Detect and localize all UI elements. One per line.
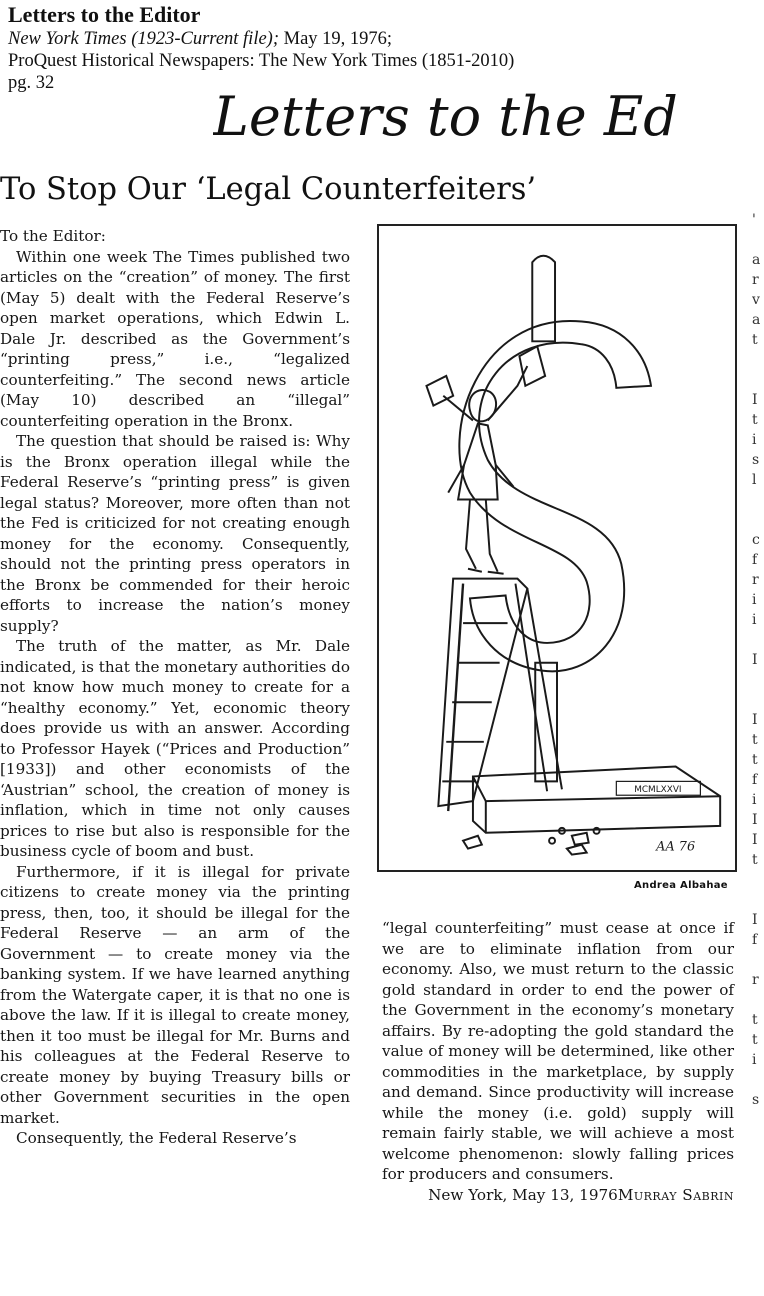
letter-column-right bbox=[382, 918, 734, 1205]
edge-letter: i bbox=[752, 612, 757, 628]
edge-letter: i bbox=[752, 592, 757, 608]
edge-letter: i bbox=[752, 792, 757, 808]
edge-letter bbox=[752, 350, 764, 370]
edge-letter bbox=[752, 690, 764, 710]
edge-letter: I bbox=[752, 812, 758, 828]
letter-paragraph: The question that should be raised is: Why is the Bronx operation illegal while the Federal Reserve’s “printing press” is given legal status? Moreover, more often than not the Fed is criticized for not creating enough money for the economy. Consequently, should not the printing press operators in the Bronx be commended for their heroic efforts to increase the nation’s money supply? bbox=[0, 432, 350, 635]
edge-letter bbox=[752, 1170, 764, 1190]
cartoon-drawing bbox=[379, 226, 735, 870]
edge-letter bbox=[752, 370, 764, 390]
letter-paragraph: Consequently, the Federal Reserve’s bbox=[16, 1129, 297, 1147]
article-headline: To Stop Our ‘Legal Counterfeiters’ bbox=[0, 172, 537, 207]
dollar-bar-bottom bbox=[535, 663, 557, 782]
edge-letter: I bbox=[752, 652, 758, 668]
edge-letter bbox=[752, 1150, 764, 1170]
edge-letter: f bbox=[752, 932, 758, 948]
letter-place-date: New York, May 13, 1976 bbox=[428, 1185, 618, 1204]
edge-letter: r bbox=[752, 272, 759, 288]
citation-title: Letters to the Editor bbox=[8, 2, 201, 27]
edge-letter: I bbox=[752, 912, 758, 928]
edge-letter bbox=[752, 490, 764, 510]
edge-letter: s bbox=[752, 452, 760, 468]
letter-paragraph: The truth of the matter, as Mr. Dale indicated, is that the monetary authorities do not know how much money to create for a “healthy economy.” Yet, economic theory does provide us with an answer. According to Professor Hayek (“Prices and Production” [1933]) and other economists of the ‘Austrian” school, the creation of money is inflation, which in time not only causes prices to rise but also is responsible for the business cycle of boom and bust. bbox=[0, 637, 350, 860]
edge-letter bbox=[752, 950, 764, 970]
edge-letter: I bbox=[752, 832, 758, 848]
edge-letter: t bbox=[752, 852, 758, 868]
edge-letter: i bbox=[752, 1052, 757, 1068]
edge-letter: t bbox=[752, 332, 758, 348]
illustration-credit: Andrea Albahae bbox=[634, 880, 728, 891]
edge-letter bbox=[752, 870, 764, 890]
letter-paragraph: Furthermore, if it is illegal for private citizens to create money via the printing press, then, too, it should be illegal for the Federal Reserve — an arm of the Government — to create money via the banking system. If we have learned anything from the Watergate caper, it is that no one is above the law. If it is illegal to create money, then it too must be illegal for Mr. Burns and his colleagues at the Federal Reserve to create money by buying Treasury bills or other Government securities in the open market. bbox=[0, 862, 350, 1127]
editorial-cartoon bbox=[377, 224, 737, 872]
edge-letter: t bbox=[752, 1012, 758, 1028]
dollar-bar-top bbox=[532, 256, 555, 342]
citation-source: New York Times (1923-Current file); bbox=[8, 29, 279, 49]
citation-database: ProQuest Historical Newspapers: The New York Times (1851-2010) bbox=[8, 51, 515, 71]
edge-letter bbox=[752, 630, 764, 650]
edge-letter: t bbox=[752, 1032, 758, 1048]
letter-continuation: “legal counterfeiting” must cease at once if we are to eliminate inflation from our economy. Also, we must return to the classic gold standard in order to end the power of the Government in the economy’s monetary affairs. By re-adopting the gold standard the value of money will be determined, like other commodities in the marketplace, by supply and demand. Since productivity will increase while the money (i.e. gold) supply will remain fairly stable, we will achieve a most welcome phenomenon: slowly falling prices for producers and consumers. bbox=[382, 919, 734, 1183]
edge-letter: r bbox=[752, 972, 759, 988]
edge-letter: r bbox=[752, 572, 759, 588]
citation-header bbox=[8, 2, 748, 94]
edge-letter bbox=[752, 1110, 764, 1130]
letter-signature: Murray Sabrin bbox=[617, 1185, 734, 1204]
edge-letter bbox=[752, 1130, 764, 1150]
edge-letter: I bbox=[752, 392, 758, 408]
edge-letter: ' bbox=[752, 212, 756, 228]
edge-letter: a bbox=[752, 312, 761, 328]
edge-letter bbox=[752, 510, 764, 530]
edge-letter bbox=[752, 670, 764, 690]
edge-letter: c bbox=[752, 532, 760, 548]
edge-letter bbox=[752, 890, 764, 910]
edge-letter: l bbox=[752, 472, 757, 488]
edge-letter: t bbox=[752, 752, 758, 768]
citation-source-line bbox=[8, 28, 748, 50]
plaque-text: MCMLXXVI bbox=[634, 785, 682, 796]
edge-letter bbox=[752, 190, 764, 210]
edge-letter: I bbox=[752, 712, 758, 728]
letter-salutation: To the Editor: bbox=[0, 227, 106, 245]
edge-letter bbox=[752, 230, 764, 250]
edge-letter: f bbox=[752, 772, 758, 788]
edge-letter: s bbox=[752, 1092, 760, 1108]
edge-letter bbox=[752, 990, 764, 1010]
edge-letter bbox=[752, 1070, 764, 1090]
dollar-s-curve bbox=[459, 321, 651, 671]
edge-letter: f bbox=[752, 552, 758, 568]
artist-mark: AA 76 bbox=[656, 839, 696, 855]
edge-letter: t bbox=[752, 732, 758, 748]
edge-letter: a bbox=[752, 252, 761, 268]
letter-column-left bbox=[0, 226, 350, 1149]
adjacent-column-edge bbox=[752, 190, 764, 1290]
edge-letter: v bbox=[752, 292, 760, 308]
section-masthead: Letters to the Ed bbox=[213, 85, 678, 148]
edge-letter: t bbox=[752, 412, 758, 428]
citation-date: May 19, 1976; bbox=[283, 29, 393, 49]
edge-letter: i bbox=[752, 432, 757, 448]
letter-paragraph: Within one week The Times published two articles on the “creation” of money. The first (May 5) dealt with the Federal Reserve’s open market operations, which Edwin L. Dale Jr. described as the Government’s “printing press,” i.e., “legalized counterfeiting.” The second news article (May 10) described an “illegal” counterfeiting operation in the Bronx. bbox=[0, 247, 350, 430]
citation-page: pg. 32 bbox=[8, 73, 55, 93]
